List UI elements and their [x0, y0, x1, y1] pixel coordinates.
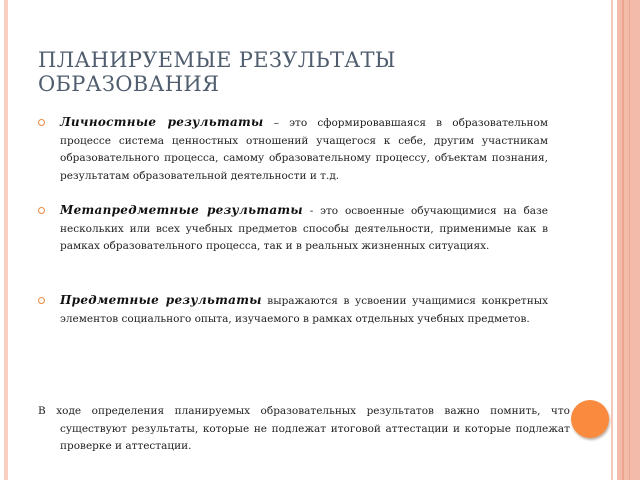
bullet-text: выражаются в усвоении учащимися конкретных элементов социального опыта, изучаемого в рамках отдельных учебных предметов. — [60, 295, 548, 325]
slide-note: В ходе определения планируемых образовательных результатов важно помнить, что существуют результаты, которые не подлежат итоговой аттестации и которые подлежат проверке и аттестации. — [38, 405, 570, 452]
left-border-stripe — [4, 0, 8, 480]
bullet-text: - это освоенные обучающимися на базе нескольких или всех учебных предметов способы деятельности, применимые как в рамках образовательного процесса, так и в реальных жизненных ситуациях. — [60, 205, 548, 252]
bullet-circle-icon — [38, 297, 45, 304]
bullet-term: Метапредметные результаты — [60, 203, 303, 217]
bullet-metasubject-results — [38, 202, 548, 292]
orange-circle-decoration — [571, 400, 609, 438]
bullet-subject-results — [38, 292, 548, 352]
slide-title: ПЛАНИРУЕМЫЕ РЕЗУЛЬТАТЫ ОБРАЗОВАНИЯ — [38, 48, 396, 96]
right-border-line — [629, 0, 630, 480]
bullet-text: – это сформировавшаяся в образовательном процессе система ценностных отношений учащегося к себе, другим участникам образовательного процесса, самому образовательному процессу, объектам познания, результатам образовательной деятельности и т.д. — [60, 117, 549, 182]
right-border-thin-stripe — [611, 0, 613, 480]
bullet-list — [38, 114, 548, 352]
bullet-personal-results — [38, 114, 548, 202]
bullet-term: Личностные результаты — [60, 115, 264, 129]
bullet-circle-icon — [38, 119, 45, 126]
bullet-circle-icon — [38, 207, 45, 214]
bullet-term: Предметные результаты — [60, 293, 262, 307]
right-border-line — [622, 0, 624, 480]
